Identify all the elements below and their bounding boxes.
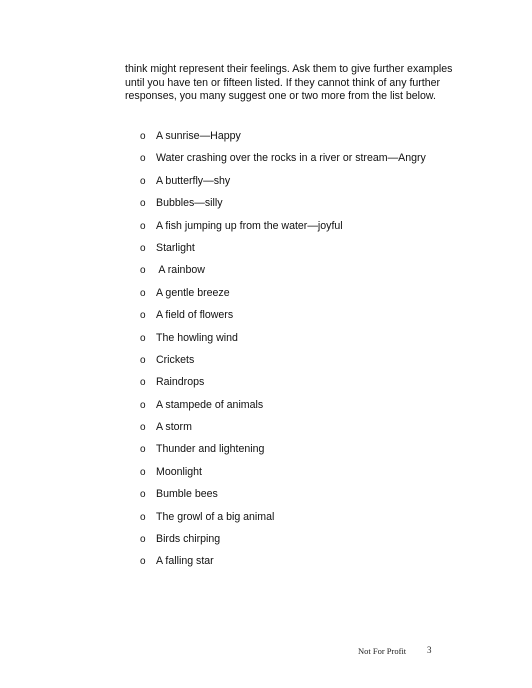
list-item	[140, 466, 426, 488]
list-item-text: A storm	[156, 421, 192, 434]
list-item-text: A rainbow	[156, 264, 205, 277]
list-item	[140, 399, 426, 421]
list-item	[140, 130, 426, 152]
bullet-icon: o	[140, 534, 146, 546]
list-item-text: Raindrops	[156, 376, 205, 389]
list-item-text: Crickets	[156, 353, 195, 366]
list-item	[140, 197, 426, 219]
list-item-text: A fish jumping up from the water—joyful	[156, 219, 343, 232]
list-item-text: A gentle breeze	[156, 286, 230, 299]
bullet-icon: o	[140, 444, 146, 456]
bullet-icon: o	[140, 287, 146, 299]
feelings-list	[140, 130, 426, 578]
list-item-text: A stampede of animals	[156, 398, 264, 411]
bullet-icon: o	[140, 175, 146, 187]
list-item-text: A falling star	[156, 555, 214, 568]
intro-line: think might represent their feelings. Ask them to give further examples	[125, 63, 453, 75]
page-number: 3	[427, 645, 432, 655]
list-item-text: Bumble bees	[156, 488, 218, 501]
list-item-text: Starlight	[156, 241, 195, 254]
intro-line: until you have ten or fifteen listed. If they cannot think of any further	[125, 76, 441, 89]
list-item-text: The howling wind	[156, 331, 238, 344]
bullet-icon: o	[140, 242, 146, 254]
list-item	[140, 488, 426, 510]
list-item-text: Bubbles—silly	[156, 197, 223, 210]
bullet-icon: o	[140, 131, 146, 142]
list-item	[140, 309, 426, 331]
list-item-text: A field of flowers	[156, 309, 234, 322]
intro-paragraph	[125, 63, 485, 104]
list-item-text: Moonlight	[156, 465, 202, 478]
bullet-icon: o	[140, 489, 146, 501]
footer-text: Not For Profit	[358, 646, 407, 656]
bullet-icon: o	[140, 556, 146, 568]
bullet-icon: o	[140, 265, 146, 277]
list-item	[140, 555, 426, 577]
list-item	[140, 152, 426, 174]
list-item	[140, 511, 426, 533]
list-item-text: A butterfly—shy	[156, 174, 231, 187]
list-item	[140, 220, 426, 242]
bullet-icon: o	[140, 220, 146, 232]
list-item	[140, 287, 426, 309]
list-item-text: Thunder and lightening	[156, 443, 265, 456]
list-item	[140, 533, 426, 555]
list-item-text: Water crashing over the rocks in a river or stream—Angry	[156, 152, 426, 165]
intro-line: responses, you many suggest one or two more from the list below.	[125, 90, 436, 103]
list-item-text: The growl of a big animal	[156, 510, 275, 523]
list-item-text: A sunrise—Happy	[156, 130, 241, 142]
list-item	[140, 376, 426, 398]
bullet-icon: o	[140, 153, 146, 165]
list-item	[140, 354, 426, 376]
bullet-icon: o	[140, 466, 146, 478]
bullet-icon: o	[140, 422, 146, 434]
list-item-text: Birds chirping	[156, 533, 221, 546]
bullet-icon: o	[140, 198, 146, 210]
bullet-icon: o	[140, 332, 146, 344]
bullet-icon: o	[140, 354, 146, 366]
list-item	[140, 175, 426, 197]
list-item	[140, 443, 426, 465]
list-item	[140, 421, 426, 443]
list-item	[140, 332, 426, 354]
bullet-icon: o	[140, 399, 146, 411]
bullet-icon: o	[140, 310, 146, 322]
bullet-icon: o	[140, 377, 146, 389]
list-item	[140, 264, 426, 286]
list-item	[140, 242, 426, 264]
bullet-icon: o	[140, 511, 146, 523]
